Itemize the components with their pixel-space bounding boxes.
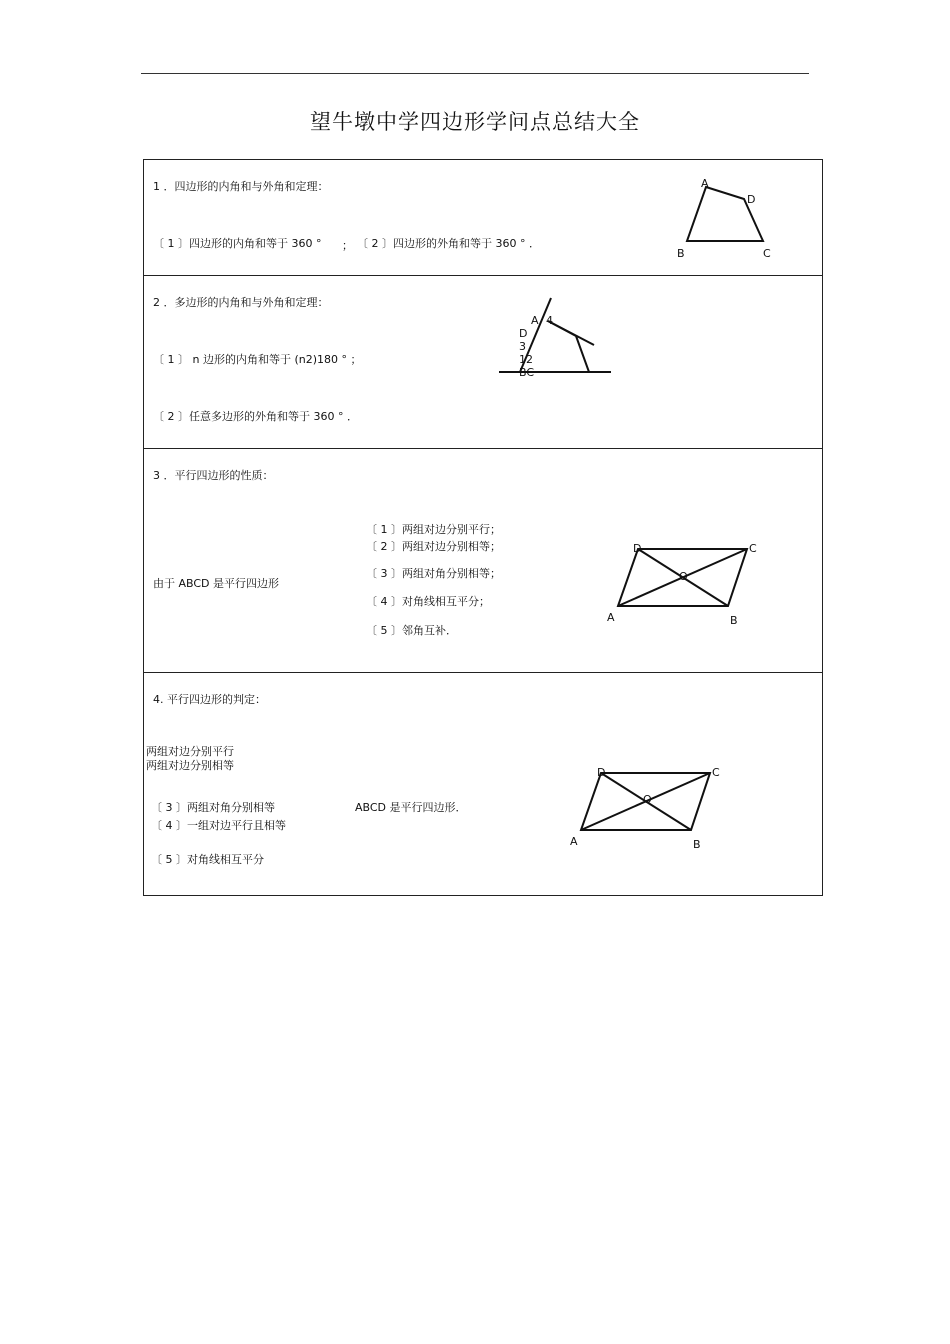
condition-item: 〔 3 〕两组对角分别相等 [151,801,275,814]
section-2-item-1: 〔 1 〕 n 边形的内角和等于 (n2)180 ° ； [153,353,362,366]
section-1-item-1: 〔 1 〕四边形的内角和等于 360 ° [153,237,322,250]
para-label-c: C [712,766,720,779]
section-1-separator: ； [342,239,353,252]
section-4-heading: 4. 平行四边形的判定： [153,693,266,706]
property-item: 〔 2 〕两组对边分别相等； [366,540,501,553]
quad-label-c: C [763,247,771,260]
section-1-item-2: 〔 2 〕四边形的外角和等于 360 ° ． [357,237,540,250]
condition-item: 两组对边分别相等 [146,759,234,772]
poly-label-3: 3 [519,340,526,353]
poly-label-bc: BC [519,366,535,379]
section-3-heading: 3 ．平行四边形的性质： [153,469,274,482]
polygon-exterior-angle-figure [494,292,614,377]
section-3 [144,448,822,672]
section-4 [144,672,822,895]
section-4-conclusion: ABCD 是平行四边形． [355,801,467,814]
condition-item: 两组对边分别平行 [146,745,234,758]
section-1 [144,160,822,275]
quad-label-d: D [747,193,756,206]
para-label-d: D [597,766,606,779]
poly-label-4: 4 [546,314,553,327]
section-1-heading: 1 ．四边形的内角和与外角和定理： [153,180,329,193]
para-label-b: B [693,838,701,851]
poly-label-d: D [519,327,528,340]
section-2 [144,275,822,448]
property-item: 〔 3 〕两组对角分别相等； [366,567,501,580]
page-title: 望牛墩中学四边形学问点总结大全 [310,110,640,134]
content-table [143,159,823,896]
section-3-premise: 由于 ABCD 是平行四边形 [153,577,280,590]
poly-label-12: 12 [519,353,533,366]
para-label-c: C [749,542,757,555]
property-item: 〔 4 〕对角线相互平分； [366,595,490,608]
para-label-o: O [643,793,652,806]
para-label-a: A [607,611,615,624]
header-rule [141,73,809,74]
property-item: 〔 1 〕两组对边分别平行； [366,523,501,536]
poly-label-a: A [531,314,539,327]
polygon-outline [548,321,589,372]
quad-label-a: A [701,177,709,190]
section-2-heading: 2 ．多边形的内角和与外角和定理： [153,296,329,309]
para-label-b: B [730,614,738,627]
para-label-d: D [633,542,642,555]
quad-label-b: B [677,247,685,260]
condition-item: 〔 4 〕一组对边平行且相等 [151,819,286,832]
section-2-item-2: 〔 2 〕任意多边形的外角和等于 360 ° ． [153,410,358,423]
extended-top-line [548,321,594,345]
condition-item: 〔 5 〕对角线相互平分 [151,853,264,866]
para-label-a: A [570,835,578,848]
property-item: 〔 5 〕邻角互补． [366,624,457,637]
para-label-o: O [679,570,688,583]
